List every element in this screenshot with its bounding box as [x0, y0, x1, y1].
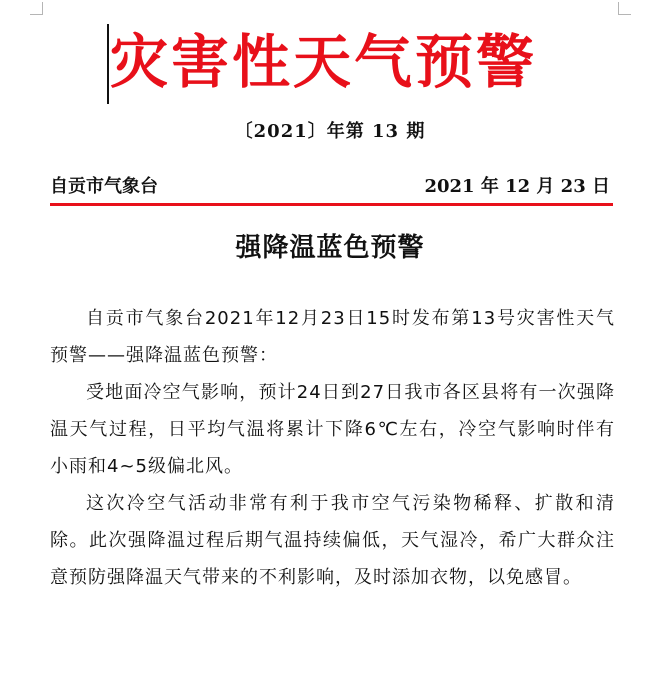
- paragraph-announcement[interactable]: 自贡市气象台2021年12月23日15时发布第13号灾害性天气预警——强降温蓝色预警：: [50, 308, 615, 366]
- red-divider-line: [50, 203, 613, 206]
- issue-date[interactable]: 2021 年 12 月 23 日: [424, 176, 610, 197]
- warning-heading[interactable]: 强降温蓝色预警: [235, 233, 425, 263]
- issuing-organization[interactable]: 自贡市气象台: [50, 176, 158, 197]
- paragraph-advice[interactable]: 这次冷空气活动非常有利于我市空气污染物稀释、扩散和清除。此次强降温过程后期气温持续偏低，天气湿冷，希广大群众注意预防强降温天气带来的不利影响，及时添加衣物，以免感冒。: [50, 493, 615, 588]
- paragraph-forecast[interactable]: 受地面冷空气影响，预计24日到27日我市各区县将有一次强降温天气过程，日平均气温将累计下降6℃左右，冷空气影响时伴有小雨和4~5级偏北风。: [50, 382, 615, 477]
- text-cursor: [107, 24, 109, 104]
- crop-mark-top-right: [618, 2, 631, 15]
- document-body: [50, 300, 615, 596]
- document-title[interactable]: 灾害性天气预警: [110, 28, 538, 96]
- crop-mark-top-left: [30, 2, 43, 15]
- issue-number[interactable]: 〔2021〕年第 13 期: [234, 121, 426, 142]
